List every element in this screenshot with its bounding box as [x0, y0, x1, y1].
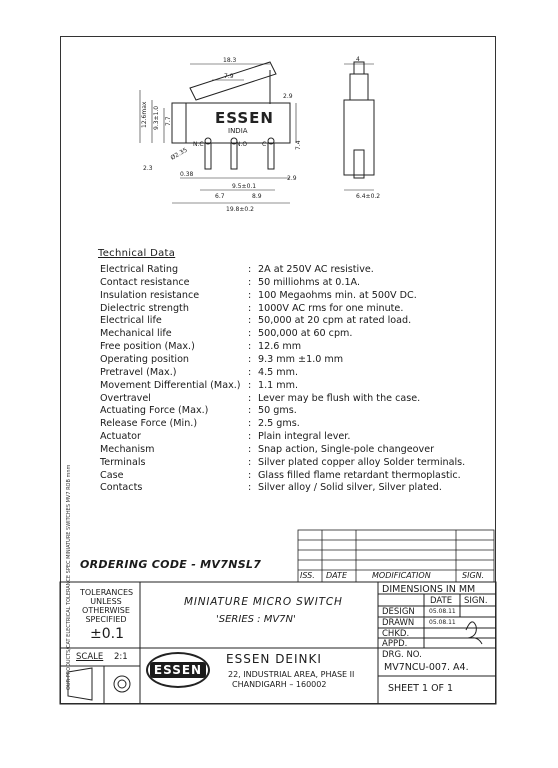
dim-hole: Ø2.35	[169, 146, 189, 162]
signature	[466, 622, 482, 644]
drawn-label: DRAWN	[382, 618, 415, 628]
dim-2-3: 2.3	[143, 165, 153, 172]
spec-label: Electrical life	[100, 315, 162, 327]
spec-value: 1.1 mm.	[258, 379, 299, 391]
spec-label: Dielectric strength	[100, 302, 189, 314]
appd-label: APPD.	[382, 639, 408, 649]
spec-colon: :	[248, 276, 252, 288]
dim-2-9b: 2.9	[287, 175, 297, 182]
dim-6-7: 6.7	[215, 193, 225, 200]
tolerances-line-4: SPECIFIED	[85, 615, 127, 624]
dim-18-3: 18.3	[223, 57, 237, 64]
spec-value: 1000V AC rms for one minute.	[258, 302, 404, 314]
spec-colon: :	[248, 405, 252, 417]
spec-value: 50,000 at 20 cpm at rated load.	[258, 315, 412, 327]
spec-value: 100 Megaohms min. at 500V DC.	[258, 289, 417, 301]
spec-label: Mechanical life	[100, 328, 172, 340]
essen-logo	[146, 652, 210, 688]
spec-label: Actuating Force (Max.)	[100, 405, 209, 417]
spec-value: 2A at 250V AC resistive.	[258, 264, 374, 275]
terminal-nc	[205, 143, 211, 169]
spec-colon: :	[248, 315, 252, 327]
tolerances-line-2: UNLESS	[90, 597, 122, 606]
spec-colon: :	[248, 379, 252, 391]
spec-value: 2.5 gms.	[258, 418, 300, 430]
tolerance-value: ±0.1	[90, 626, 124, 642]
side-view-body	[344, 100, 374, 175]
spec-colon: :	[248, 341, 252, 353]
tolerances-line-3: OTHERWISE	[82, 606, 130, 615]
dim-9-5: 9.5±0.1	[232, 183, 257, 190]
spec-value: 500,000 at 60 cpm.	[258, 328, 353, 340]
spec-colon: :	[248, 392, 252, 404]
ordering-code: ORDERING CODE - MV7NSL7	[80, 558, 262, 571]
spec-colon: :	[248, 328, 252, 340]
spec-value: Lever may be flush with the case.	[258, 392, 421, 404]
spec-label: Actuator	[100, 431, 141, 443]
rev-modification: MODIFICATION	[372, 571, 431, 580]
spec-label: Contacts	[100, 482, 143, 494]
spec-label: Case	[100, 469, 124, 481]
spec-label: Electrical Rating	[100, 264, 179, 275]
spec-value: 9.3 mm ±1.0 mm	[258, 353, 344, 365]
terminal-com	[268, 143, 274, 169]
drawn-date: 05.08.11	[429, 619, 456, 626]
spec-value: Silver alloy / Solid silver, Silver plated.	[258, 482, 442, 494]
side-view-plunger	[350, 74, 368, 100]
technical-data-heading: Technical Data	[98, 248, 176, 259]
sheet-info: SHEET 1 OF 1	[388, 683, 454, 694]
rev-iss: ISS.	[300, 571, 315, 580]
spec-value: 50 gms.	[258, 405, 297, 417]
dim-9-3: 9.3±1.0	[153, 105, 160, 130]
spec-colon: :	[248, 289, 252, 301]
spec-value: 12.6 mm	[258, 341, 302, 353]
dim-12-6: 12.6max	[141, 101, 148, 128]
spec-colon: :	[248, 456, 252, 468]
tolerances-line-1: TOLERANCES	[80, 588, 134, 597]
label-nc: N.C	[193, 141, 204, 148]
drawing-brand: ESSEN	[215, 109, 274, 127]
sign-header: SIGN.	[464, 596, 488, 606]
drawing-country: INDIA	[228, 127, 248, 135]
spec-label: Operating position	[100, 353, 190, 365]
spec-value: 50 milliohms at 0.1A.	[258, 276, 360, 288]
spec-colon: :	[248, 353, 252, 365]
spec-label: Overtravel	[100, 392, 151, 404]
rev-date: DATE	[326, 571, 347, 580]
spec-colon: :	[248, 264, 252, 275]
design-date: 05.08.11	[429, 608, 456, 615]
scale-label: SCALE	[76, 652, 104, 662]
logo-text: ESSEN	[150, 662, 206, 678]
label-no: N.O	[236, 141, 248, 148]
spec-label: Release Force (Min.)	[100, 418, 198, 430]
actuator-lever	[190, 62, 276, 100]
dim-7-9: 7.9	[224, 73, 234, 80]
spec-value: 4.5 mm.	[258, 366, 299, 378]
scale-value: 2:1	[114, 652, 128, 662]
spec-label: Pretravel (Max.)	[100, 366, 177, 378]
dim-8-9: 8.9	[252, 193, 262, 200]
spec-colon: :	[248, 482, 252, 494]
spec-colon: :	[248, 469, 252, 481]
spec-label: Terminals	[100, 456, 146, 468]
side-note: OUR PRODUCTS/CAT ELECTRICAL TOLERANCE SPEC MINIATURE SWITCHES MV7 ROB mnm	[66, 464, 72, 690]
dim-4: 4	[356, 56, 360, 63]
spec-value: Silver plated copper alloy Solder terminals.	[258, 456, 466, 468]
spec-label: Contact resistance	[100, 276, 190, 288]
spec-value: Snap action, Single-pole changeover	[258, 443, 435, 455]
tolerances-block	[80, 588, 132, 624]
spec-colon: :	[248, 302, 252, 314]
dimensions-note: DIMENSIONS IN MM	[382, 584, 476, 595]
spec-label: Free position (Max.)	[100, 341, 195, 353]
company-name: ESSEN DEINKI	[226, 652, 322, 666]
spec-colon: :	[248, 418, 252, 430]
drg-number: MV7NCU-007. A4.	[384, 662, 469, 673]
company-address-2: CHANDIGARH – 160002	[232, 680, 327, 689]
side-view-terminal	[354, 150, 364, 178]
spec-colon: :	[248, 431, 252, 443]
spec-label: Mechanism	[100, 443, 155, 455]
dim-7-4: 7.4	[295, 140, 302, 150]
label-com: C	[262, 141, 267, 148]
dim-7-7: 7.7	[165, 116, 172, 126]
chkd-label: CHKD.	[382, 629, 410, 639]
dim-2-9: 2.9	[283, 93, 293, 100]
design-label: DESIGN	[382, 607, 415, 617]
rev-sign: SIGN.	[462, 571, 485, 580]
dim-0-38: 0.38	[180, 171, 194, 178]
spec-label: Movement Differential (Max.)	[100, 379, 241, 391]
spec-colon: :	[248, 443, 252, 455]
spec-colon: :	[248, 366, 252, 378]
dim-6-4: 6.4±0.2	[356, 193, 381, 200]
product-series: 'SERIES : MV7N'	[216, 614, 296, 625]
dim-19-8: 19.8±0.2	[226, 206, 254, 213]
company-address-1: 22, INDUSTRIAL AREA, PHASE II	[228, 670, 355, 679]
spec-value: Glass filled flame retardant thermoplastic.	[258, 469, 461, 481]
spec-value: Plain integral lever.	[258, 431, 351, 443]
date-header: DATE	[430, 596, 453, 606]
drg-label: DRG. NO.	[382, 650, 422, 660]
product-name: MINIATURE MICRO SWITCH	[184, 596, 343, 608]
spec-label: Insulation resistance	[100, 289, 200, 301]
